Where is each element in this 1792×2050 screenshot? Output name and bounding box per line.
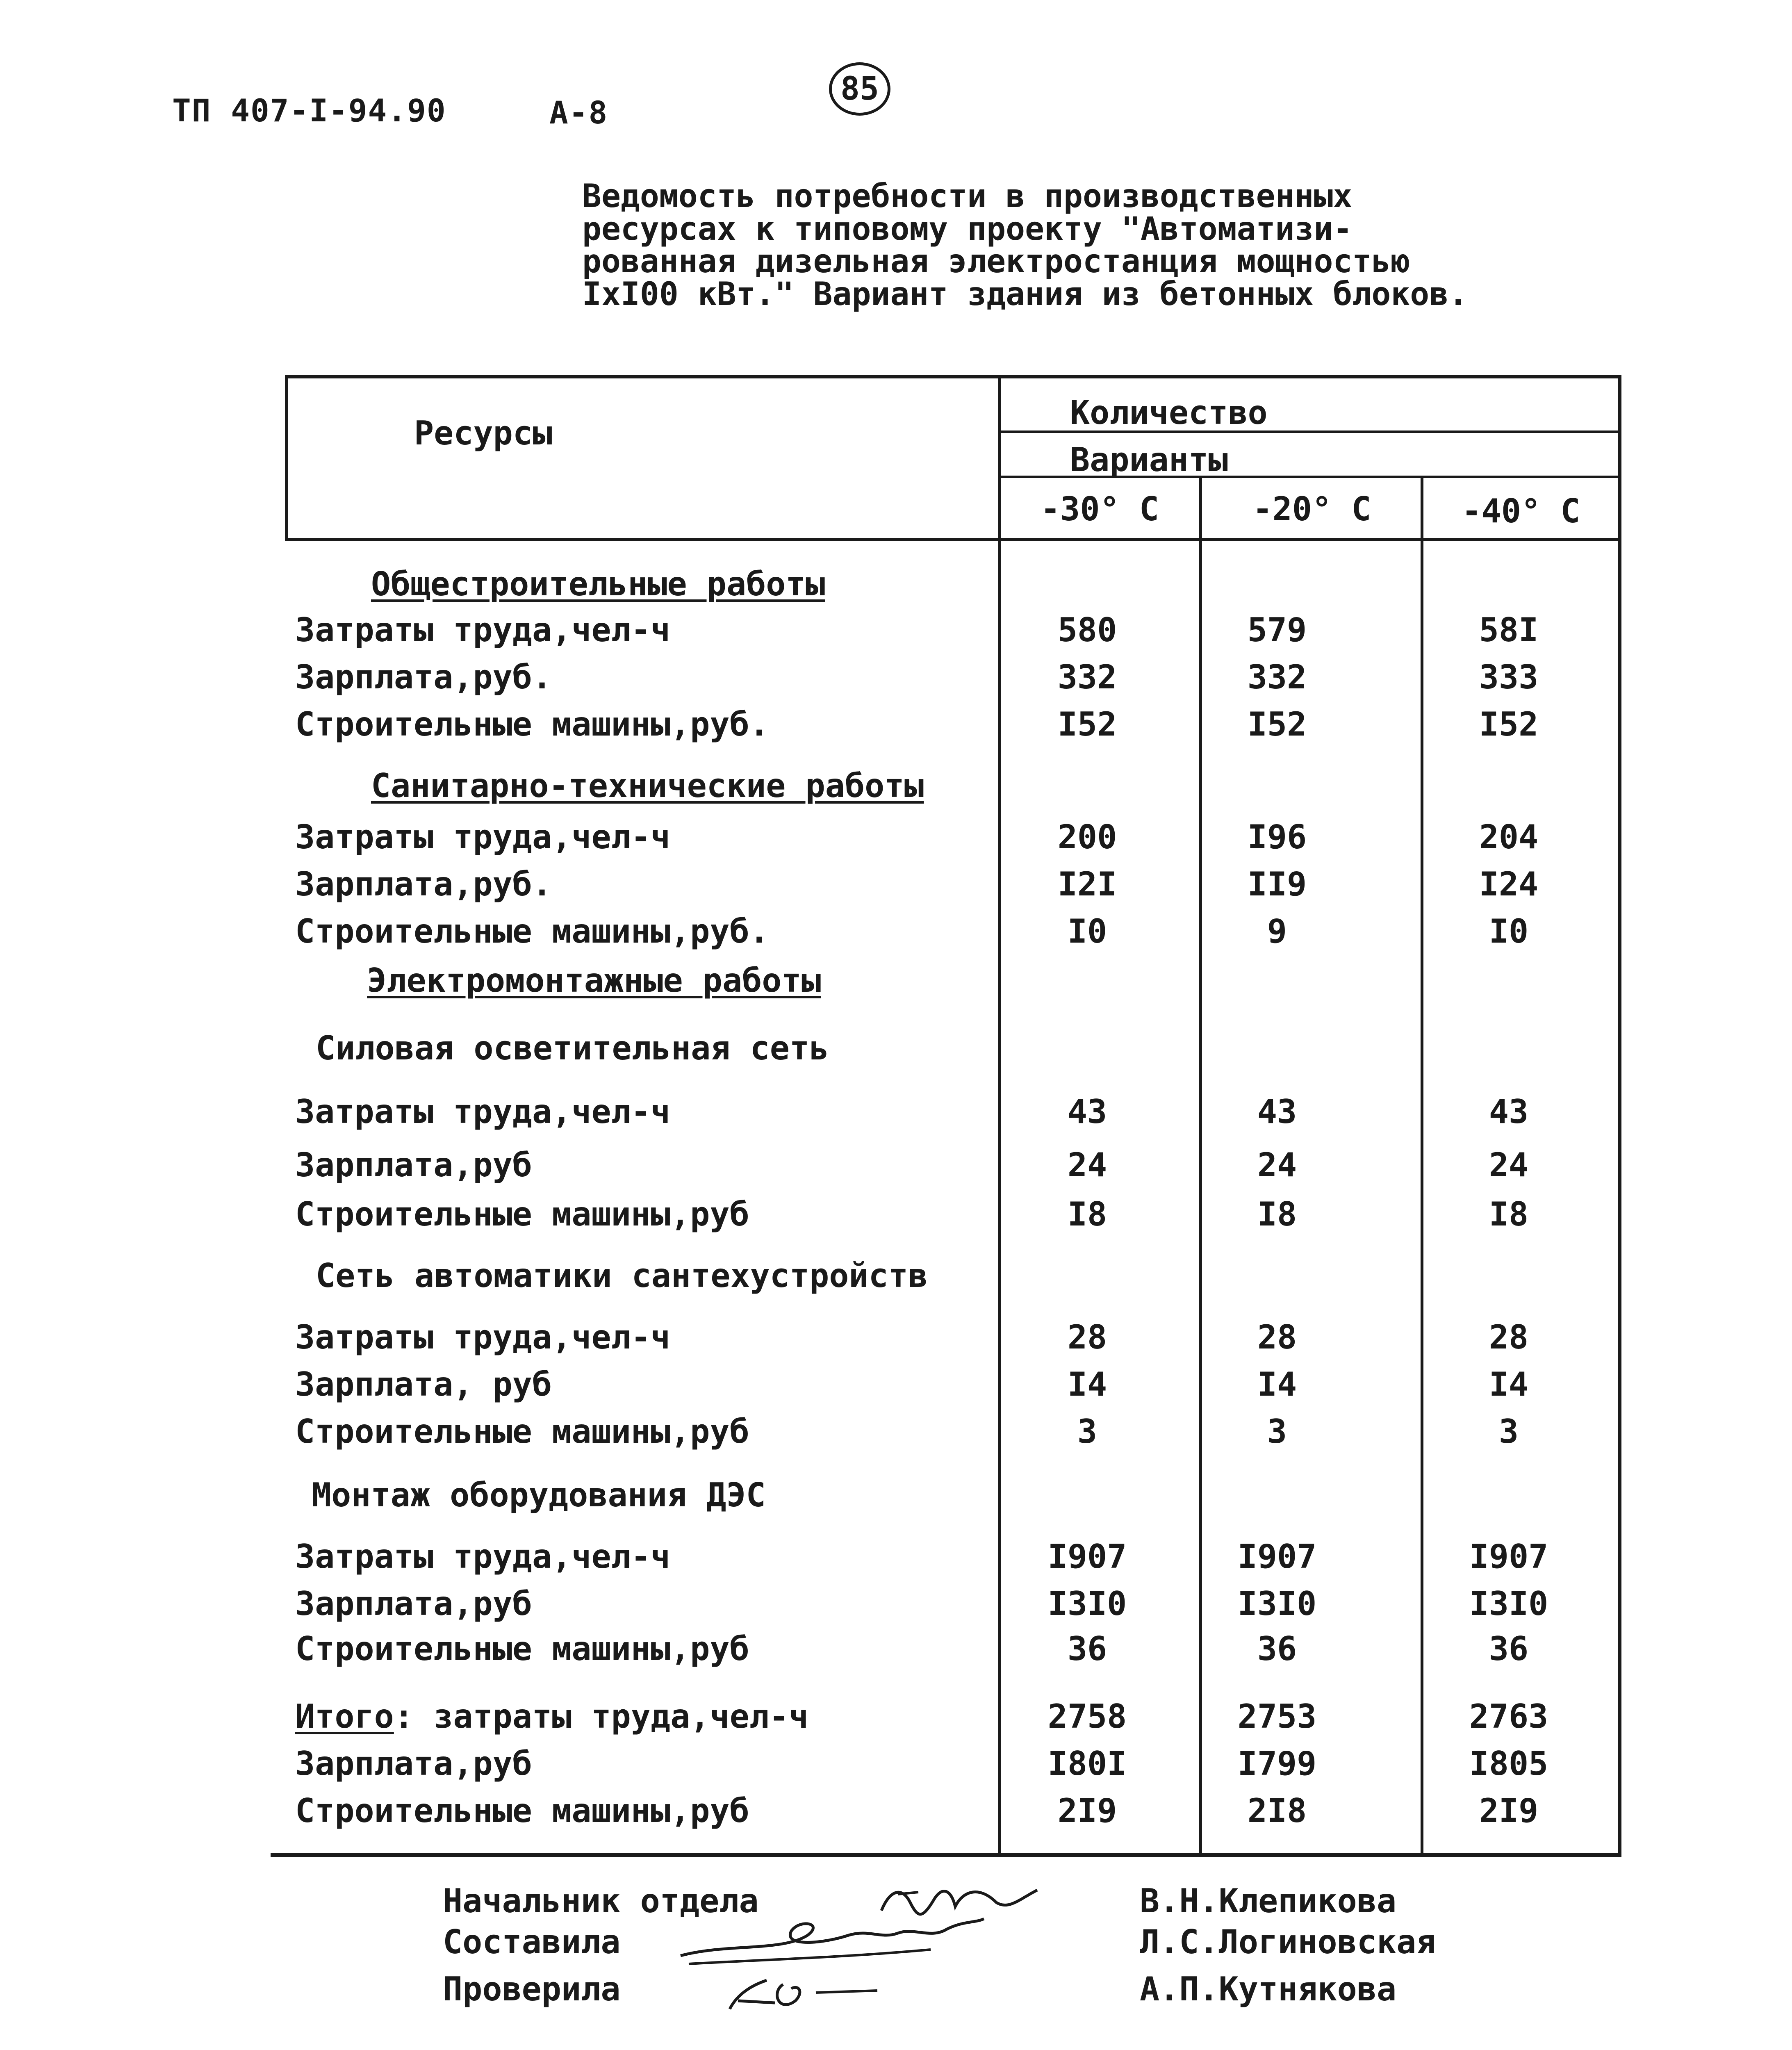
value-cell: 24 [1489,1146,1529,1184]
value-cell: 9 [1267,912,1287,950]
table-top-border [285,375,1621,378]
value-cell: 36 [1489,1630,1529,1668]
value-cell: I96 [1247,818,1307,856]
subsection-title: Силовая осветительная сеть [316,1029,829,1067]
table-bottom-border [271,1853,1621,1857]
subsection-title: Монтаж оборудования ДЭС [312,1476,766,1514]
total-cell: 2I9 [1479,1792,1539,1830]
value-cell: I0 [1489,912,1529,950]
value-cell: 3 [1267,1412,1287,1451]
signer-role: Составила [443,1923,621,1961]
row-label: Строительные машины,руб. [295,912,769,950]
resources-header: Ресурсы [414,414,553,452]
table-left-border [285,375,288,540]
value-cell: 43 [1489,1093,1529,1131]
table-right-border [1618,375,1621,1857]
value-cell: 332 [1057,658,1117,696]
value-cell: 36 [1067,1630,1107,1668]
signature-scribble [676,1911,988,1972]
section-title: Санитарно-технические работы [371,767,924,805]
total-cell: 2I8 [1247,1792,1307,1830]
value-cell: I907 [1047,1538,1127,1576]
document-title [582,180,1484,311]
value-cell: I907 [1469,1538,1548,1576]
row-label: Затраты труда,чел-ч [295,818,671,856]
total-cell: 2753 [1237,1697,1317,1736]
column-header-minus20: -20° C [1252,490,1371,528]
value-cell: 24 [1257,1146,1297,1184]
value-cell: I0 [1067,912,1107,950]
value-cell: I52 [1247,705,1307,743]
row-label: Затраты труда,чел-ч [295,1318,671,1356]
value-cell: I4 [1489,1365,1529,1403]
total-cell: 2758 [1047,1697,1127,1736]
value-cell: 43 [1257,1093,1297,1131]
total-cell: 2763 [1469,1697,1548,1736]
value-cell: 579 [1247,611,1307,649]
value-cell: 580 [1057,611,1117,649]
value-cell: 332 [1247,658,1307,696]
value-cell: I8 [1067,1195,1107,1233]
value-cell: I3I0 [1237,1585,1317,1623]
value-cell: 28 [1489,1318,1529,1356]
row-label: Строительные машины,руб [295,1630,749,1668]
value-cell: 28 [1257,1318,1297,1356]
value-cell: I52 [1479,705,1539,743]
value-cell: I4 [1257,1365,1297,1403]
row-label: Строительные машины,руб. [295,705,769,743]
value-cell: I24 [1479,865,1539,903]
row-label: Затраты труда,чел-ч [295,611,671,649]
value-cell: I3I0 [1047,1585,1127,1623]
value-cell: 36 [1257,1630,1297,1668]
totals-prefix: Итого [295,1697,394,1736]
row-label: Строительные машины,руб [295,1195,749,1233]
section-title: Электромонтажные работы [367,961,821,1000]
value-cell: I8 [1257,1195,1297,1233]
row-label: Строительные машины,руб [295,1412,749,1451]
page-number-badge: 85 [829,62,890,116]
signer-name: А.П.Кутнякова [1140,1970,1397,2008]
column-header-minus40: -40° C [1462,492,1580,530]
row-label: Строительные машины,руб [295,1792,749,1830]
value-cell: 28 [1067,1318,1107,1356]
column-header-minus30: -30° C [1041,490,1159,528]
value-cell: 3 [1077,1412,1098,1451]
signer-name: Л.С.Логиновская [1140,1923,1436,1961]
signer-role: Проверила [443,1970,621,2008]
title-line: рованная дизельная электростанция мощностью [582,243,1410,280]
value-cell: I3I0 [1469,1585,1548,1623]
total-cell: 2I9 [1057,1792,1117,1830]
row-label: : затраты труда,чел-ч [394,1697,809,1736]
signature-scribble [722,1968,886,2025]
value-cell: II9 [1247,865,1307,903]
signer-role: Начальник отдела [443,1882,759,1920]
row-label: Затраты труда,чел-ч [295,1538,671,1576]
subsection-title: Сеть автоматики сантехустройств [316,1257,928,1295]
row-label: Зарплата,руб [295,1745,532,1783]
total-cell: I80I [1047,1745,1127,1783]
value-cell: I4 [1067,1365,1107,1403]
section-title: Общестроительные работы [371,565,825,603]
row-label: Затраты труда,чел-ч [295,1093,671,1131]
row-label: Зарплата,руб [295,1146,532,1184]
value-cell: 58I [1479,611,1539,649]
value-cell: 3 [1498,1412,1519,1451]
sheet-number: А-8 [549,94,608,131]
value-cell: 24 [1067,1146,1107,1184]
value-cell: I907 [1237,1538,1317,1576]
value-cell: 43 [1067,1093,1107,1131]
value-cell: I2I [1057,865,1117,903]
title-line: ресурсах к типовому проекту "Автоматизи- [582,210,1353,248]
value-cell: 204 [1479,818,1539,856]
variants-header: Варианты [1070,441,1228,479]
value-cell: I52 [1057,705,1117,743]
title-line: IxI00 кВт." Вариант здания из бетонных блоков. [582,276,1468,313]
row-label: Зарплата,руб. [295,865,552,903]
document-code: ТП 407-I-94.90 [172,92,446,129]
row-label: Зарплата,руб [295,1585,532,1623]
signer-name: В.Н.Клепикова [1140,1882,1397,1920]
totals-row [295,1697,808,1736]
title-line: Ведомость потребности в производственных [582,178,1353,215]
value-cell: 200 [1057,818,1117,856]
total-cell: I805 [1469,1745,1548,1783]
value-cell: I8 [1489,1195,1529,1233]
row-label: Зарплата,руб. [295,658,552,696]
value-cell: 333 [1479,658,1539,696]
column-divider-1 [998,375,1001,1853]
total-cell: I799 [1237,1745,1317,1783]
row-label: Зарплата, руб [295,1365,552,1403]
quantity-header: Количество [1070,394,1268,432]
